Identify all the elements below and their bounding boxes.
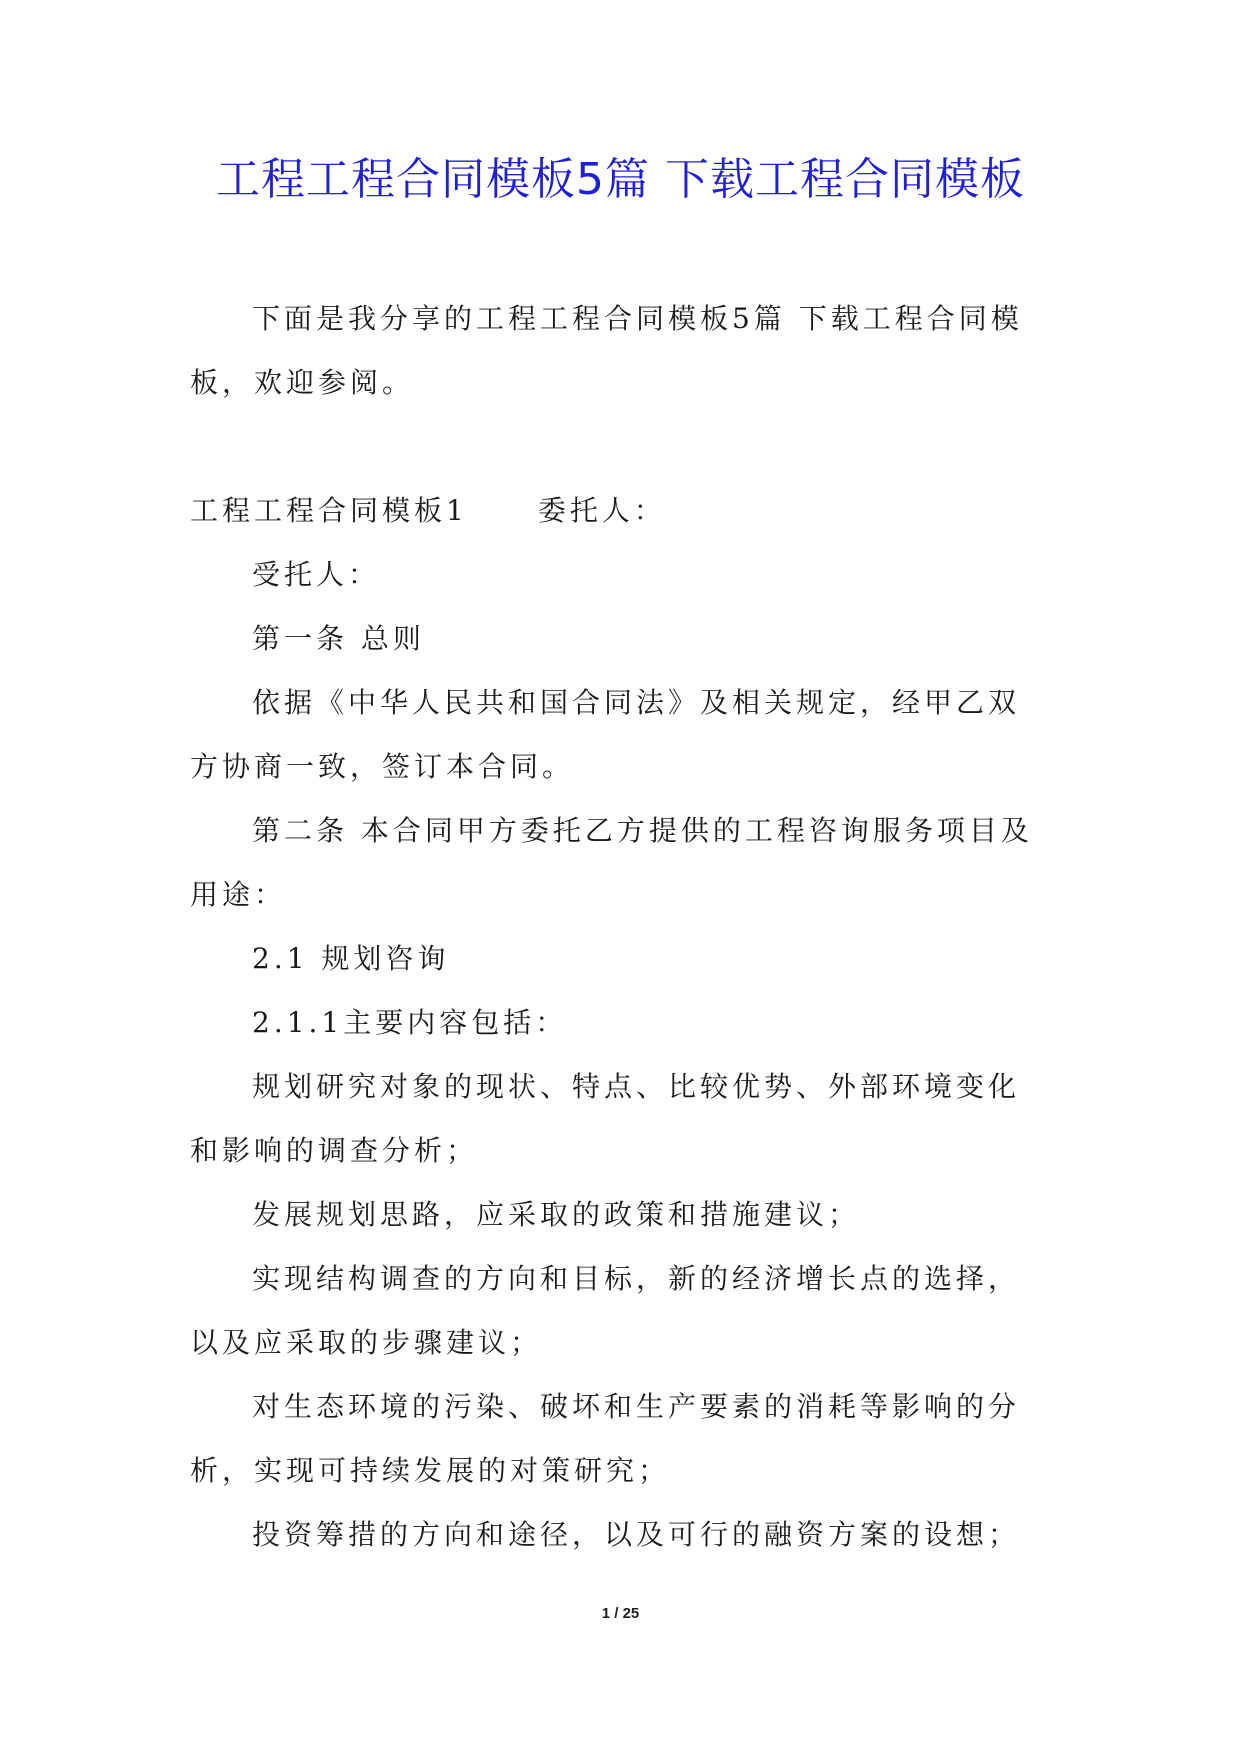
page-number: 1 / 25: [601, 1605, 640, 1622]
spacer: [190, 415, 1050, 479]
paragraph: 依据《中华人民共和国合同法》及相关规定，经甲乙双方协商一致，签订本合同。: [190, 686, 1021, 783]
paragraph: 第一条 总则: [252, 622, 425, 655]
paragraph: 发展规划思路，应采取的政策和措施建议；: [252, 1198, 861, 1231]
document-title: 工程工程合同模板5篇 下载工程合同模板: [216, 154, 1025, 205]
section-title: 工程工程合同模板1: [190, 494, 468, 527]
section-heading: [190, 479, 1050, 543]
principal-field: 委托人：: [537, 494, 666, 527]
intro-paragraph: 下面是我分享的工程工程合同模板5篇 下载工程合同模板，欢迎参阅。: [190, 302, 1023, 399]
paragraph: 受托人：: [252, 558, 381, 591]
paragraph: 第二条 本合同甲方委托乙方提供的工程咨询服务项目及用途：: [190, 814, 1033, 911]
document-body: [190, 287, 1050, 1567]
paragraph: 投资筹措的方向和途径，以及可行的融资方案的设想；: [252, 1518, 1021, 1551]
paragraph: 对生态环境的污染、破坏和生产要素的消耗等影响的分析，实现可持续发展的对策研究；: [190, 1390, 1021, 1487]
paragraph: 实现结构调查的方向和目标，新的经济增长点的选择，以及应采取的步骤建议；: [190, 1262, 1021, 1359]
paragraph: 2.1 规划咨询: [252, 942, 450, 975]
paragraph: 2.1.1主要内容包括：: [252, 1006, 568, 1039]
paragraph: 规划研究对象的现状、特点、比较优势、外部环境变化和影响的调查分析；: [190, 1070, 1021, 1167]
